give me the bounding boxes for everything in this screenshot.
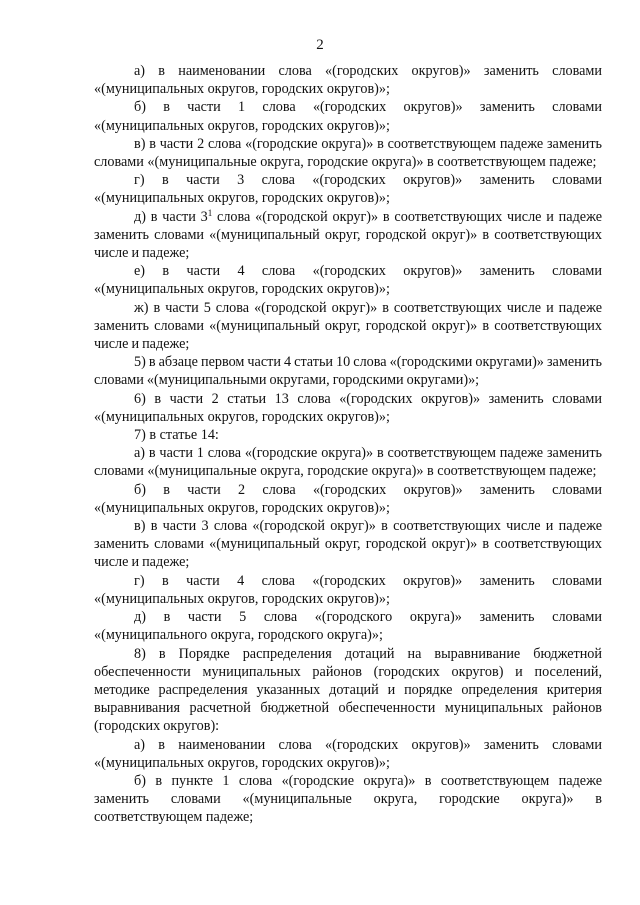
paragraph-5-article-10: 5) в абзаце первом части 4 статьи 10 слова «(городскими округами)» заменить словами «(муниципальными округами, городскими округами)»; xyxy=(94,354,602,389)
paragraph-v-part-2: в) в части 2 слова «(городские округа)» в соответствующем падеже заменить словами «(муниципальные округа, городские округа)» в соответствующем падеже; xyxy=(94,135,602,171)
paragraph-d-part-3-1 xyxy=(94,208,602,263)
paragraph-7v-part-3: в) в части 3 слова «(городской округ)» в соответствующих числе и падеже заменить словами «(муниципальный округ, городской округ)» в соответствующих числе и падеже; xyxy=(94,518,602,571)
paragraph-a-title: а) в наименовании слова «(городских округов)» заменить словами «(муниципальных округов, городских округов)»; xyxy=(94,63,602,98)
paragraph-7-article-14: 7) в статье 14: xyxy=(134,427,219,444)
paragraph-7d-part-5: д) в части 5 слова «(городского округа)» заменить словами «(муниципального округа, городского округа)»; xyxy=(94,609,602,644)
paragraph-6-article-13: 6) в части 2 статьи 13 слова «(городских округов)» заменить словами «(муниципальных округов, городских округов)»; xyxy=(94,390,602,425)
document-body xyxy=(94,62,602,827)
paragraph-zh-part-5: ж) в части 5 слова «(городской округ)» в соответствующих числе и падеже заменить словами «(муниципальный округ, городской округ)» в соответствующих числе и падеже; xyxy=(94,299,602,353)
paragraph-8-procedure: 8) в Порядке распределения дотаций на выравнивание бюджетной обеспеченности муниципальных районов (городских округов) и поселений, методике распределения указанных дотаций и порядке определения критерия выравнивания расчетной бюджетной обеспеченности муниципальных районов (городских округов): xyxy=(94,645,602,735)
paragraph-7a-part-1: а) в части 1 слова «(городские округа)» в соответствующем падеже заменить словами «(муниципальные округа, городские округа)» в соответствующем падеже; xyxy=(94,445,602,480)
paragraph-7b-part-2: б) в части 2 слова «(городских округов)» заменить словами «(муниципальных округов, городских округов)»; xyxy=(94,481,602,516)
paragraph-8a-title: а) в наименовании слова «(городских округов)» заменить словами «(муниципальных округов, городских округов)»; xyxy=(94,736,602,771)
superscript-index: 1 xyxy=(207,207,213,218)
paragraph-d-prefix: д) в части 3 xyxy=(134,208,208,225)
paragraph-b-part-1: б) в части 1 слова «(городских округов)» заменить словами «(муниципальных округов, городских округов)»; xyxy=(94,99,602,134)
paragraph-d-rest: слова «(городской округ)» в соответствующих числе и падеже заменить словами «(муниципальный округ, городской округ)» в соответствующих числе и падеже; xyxy=(94,208,602,262)
paragraph-7g-part-4: г) в части 4 слова «(городских округов)» заменить словами «(муниципальных округов, городских округов)»; xyxy=(94,572,602,607)
page-number: 2 xyxy=(316,37,324,53)
paragraph-g-part-3: г) в части 3 слова «(городских округов)» заменить словами «(муниципальных округов, городских округов)»; xyxy=(94,172,602,207)
paragraph-8b-point-1: б) в пункте 1 слова «(городские округа)» в соответствующем падеже заменить словами «(муниципальные округа, городские округа)» в соответствующем падеже; xyxy=(94,772,602,826)
paragraph-e-part-4: е) в части 4 слова «(городских округов)» заменить словами «(муниципальных округов, городских округов)»; xyxy=(94,263,602,298)
